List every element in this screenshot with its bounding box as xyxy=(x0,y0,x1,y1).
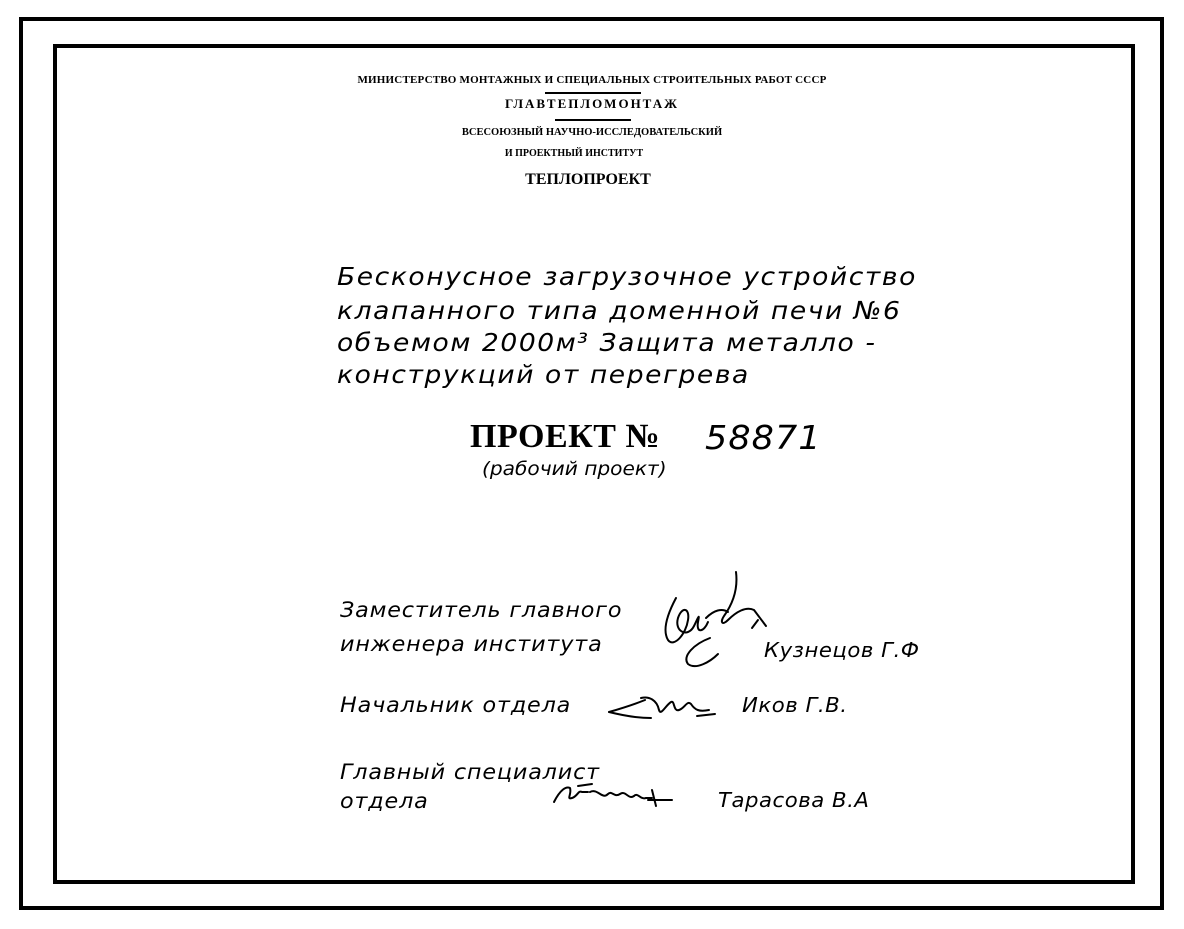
signature xyxy=(648,568,773,672)
signatory-title: отдела xyxy=(340,789,429,813)
glavk-heading: ГЛАВТЕПЛОМОНТАЖ xyxy=(505,96,679,111)
signatory-name: Тарасова В.А xyxy=(718,788,870,812)
signatory-name: Кузнецов Г.Ф xyxy=(764,638,920,662)
institute-line-1: ВСЕСОЮЗНЫЙ НАУЧНО-ИССЛЕДОВАТЕЛЬСКИЙ xyxy=(461,127,723,138)
description-line: объемом 2000м³ Защита металло - xyxy=(337,328,877,357)
ministry-heading: МИНИСТЕРСТВО МОНТАЖНЫХ И СПЕЦИАЛЬНЫХ СТРОИТЕЛЬНЫХ РАБОТ СССР xyxy=(357,74,827,86)
divider-top xyxy=(545,92,641,94)
description-line: конструкций от перегрева xyxy=(337,360,750,389)
signatory-title: Главный специалист xyxy=(340,760,600,784)
signatory-title: Начальник отдела xyxy=(340,693,572,717)
project-label: ПРОЕКТ № xyxy=(470,418,661,455)
institute-name: ТЕПЛОПРОЕКТ xyxy=(525,171,651,188)
signatory-name: Иков Г.В. xyxy=(742,693,848,717)
signatory-title: инженера института xyxy=(340,632,603,656)
project-number: 58871 xyxy=(705,418,822,457)
signature xyxy=(605,688,717,726)
signatory-title: Заместитель главного xyxy=(340,598,623,622)
signature xyxy=(548,780,678,812)
project-subtitle: (рабочий проект) xyxy=(482,458,667,480)
divider-bottom xyxy=(555,119,631,121)
description-line: клапанного типа доменной печи №6 xyxy=(337,296,902,325)
description-line: Бесконусное загрузочное устройство xyxy=(337,262,917,291)
institute-line-2: И ПРОЕКТНЫЙ ИНСТИТУТ xyxy=(504,148,644,159)
